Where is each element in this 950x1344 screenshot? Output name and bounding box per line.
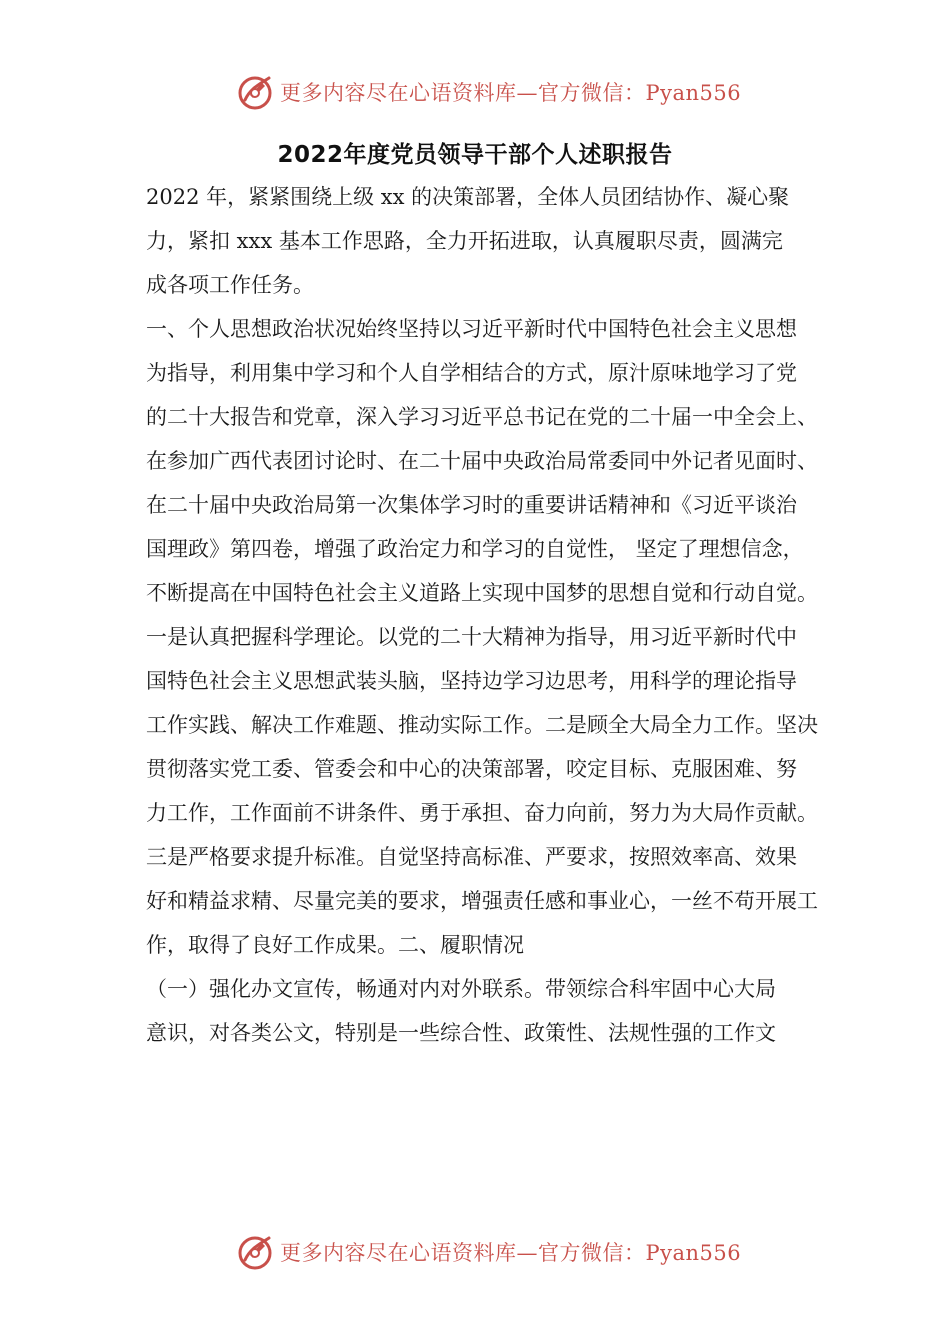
body-line: 一、个人思想政治状况始终坚持以习近平新时代中国特色社会主义思想	[146, 317, 797, 341]
footer-banner-text: 更多内容尽在心语资料库—官方微信：Pyan556	[280, 1241, 742, 1265]
logo-icon	[236, 1233, 274, 1271]
body-line: 好和精益求精、尽量完美的要求，增强责任感和事业心，一丝不苟开展工	[146, 889, 818, 913]
body-line: 作，取得了良好工作成果。二、履职情况	[146, 933, 524, 957]
header-banner	[236, 72, 742, 112]
body-line: 贯彻落实党工委、管委会和中心的决策部署，咬定目标、克服困难、努	[146, 757, 797, 781]
document-title: 2022年度党员领导干部个人述职报告	[277, 142, 673, 168]
body-line: 国特色社会主义思想武装头脑，坚持边学习边思考，用科学的理论指导	[146, 669, 797, 693]
body-line: 2022 年，紧紧围绕上级 xx 的决策部署，全体人员团结协作、凝心聚	[146, 185, 790, 209]
footer-banner	[236, 1232, 742, 1272]
header-banner-text: 更多内容尽在心语资料库—官方微信：Pyan556	[280, 81, 742, 105]
body-line: 不断提高在中国特色社会主义道路上实现中国梦的思想自觉和行动自觉。	[146, 581, 818, 605]
body-line: 三是严格要求提升标准。自觉坚持高标准、严要求，按照效率高、效果	[146, 845, 797, 869]
body-line: 为指导，利用集中学习和个人自学相结合的方式，原汁原味地学习了党	[146, 361, 797, 385]
body-line: 国理政》第四卷，增强了政治定力和学习的自觉性， 坚定了理想信念，	[146, 537, 804, 561]
body-line: 力工作，工作面前不讲条件、勇于承担、奋力向前，努力为大局作贡献。	[146, 801, 818, 825]
body-line: 在二十届中央政治局第一次集体学习时的重要讲话精神和《习近平谈治	[146, 493, 797, 517]
body-line: 在参加广西代表团讨论时、在二十届中央政治局常委同中外记者见面时、	[146, 449, 818, 473]
logo-icon	[236, 73, 274, 111]
body-line: 意识，对各类公文，特别是一些综合性、政策性、法规性强的工作文	[146, 1021, 776, 1045]
body-line: 力，紧扣 xxx 基本工作思路，全力开拓进取，认真履职尽责，圆满完	[146, 229, 783, 253]
body-line: 一是认真把握科学理论。以党的二十大精神为指导，用习近平新时代中	[146, 625, 797, 649]
document-body	[146, 175, 836, 1055]
body-line: 工作实践、解决工作难题、推动实际工作。二是顾全大局全力工作。坚决	[146, 713, 818, 737]
body-line: 的二十大报告和党章，深入学习习近平总书记在党的二十届一中全会上、	[146, 405, 818, 429]
body-line: （一）强化办文宣传，畅通对内对外联系。带领综合科牢固中心大局	[146, 977, 776, 1001]
body-line: 成各项工作任务。	[146, 273, 314, 297]
